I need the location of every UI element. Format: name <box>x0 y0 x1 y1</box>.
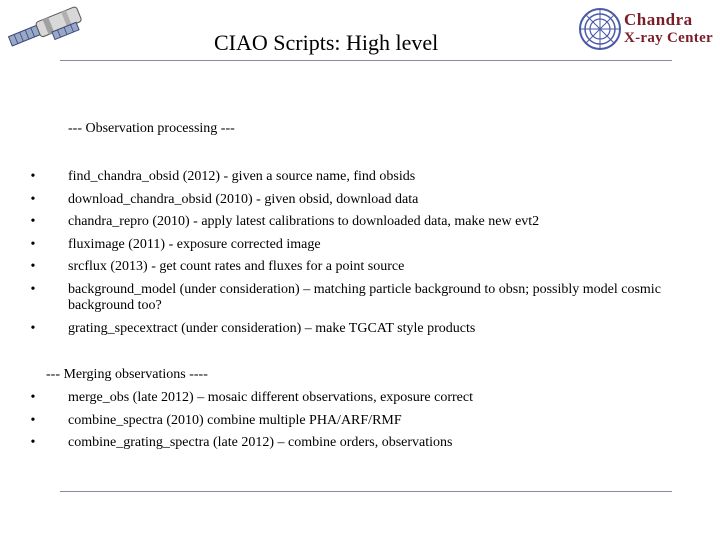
bullet-icon: • <box>30 412 36 428</box>
chandra-logo-mark-icon <box>578 7 622 51</box>
observation-processing-list <box>28 169 688 341</box>
bullet-icon: • <box>30 281 36 297</box>
section-heading-observation-processing: --- Observation processing --- <box>68 121 235 136</box>
section-heading-merging-observations: --- Merging observations ---- <box>46 367 208 382</box>
bullet-icon: • <box>30 259 36 274</box>
list-item: • srcflux (2013) - get count rates and fluxes for a point source <box>28 259 688 282</box>
list-item: • background_model (under consideration) – matching particle background to obsn; possibly model cosmic background too? <box>28 282 688 321</box>
list-item: • grating_specextract (under consideration) – make TGCAT style products <box>28 321 688 341</box>
bullet-icon: • <box>30 236 36 252</box>
footer-divider <box>60 491 672 492</box>
bullet-icon: • <box>30 435 36 450</box>
chandra-satellite-icon <box>6 4 86 52</box>
bullet-icon: • <box>30 191 36 207</box>
list-item: • merge_obs (late 2012) – mosaic different observations, exposure correct <box>28 390 688 413</box>
list-item: • chandra_repro (2010) - apply latest calibrations to downloaded data, make new evt2 <box>28 214 688 237</box>
logo-text-xray-center: X-ray Center <box>624 30 713 46</box>
list-item: • combine_grating_spectra (late 2012) – combine orders, observations <box>28 435 688 458</box>
merging-observations-list <box>28 390 688 458</box>
list-item: • combine_spectra (2010) combine multiple PHA/ARF/RMF <box>28 413 688 436</box>
bullet-icon: • <box>30 390 36 405</box>
chandra-xray-center-logo <box>575 4 717 56</box>
title-divider <box>60 60 672 61</box>
list-item: • download_chandra_obsid (2010) - given obsid, download data <box>28 192 688 215</box>
list-item: • find_chandra_obsid (2012) - given a source name, find obsids <box>28 169 688 192</box>
bullet-icon: • <box>30 214 36 229</box>
logo-text-chandra: Chandra <box>624 10 693 29</box>
slide-title: CIAO Scripts: High level <box>214 30 439 55</box>
bullet-icon: • <box>30 320 36 336</box>
bullet-icon: • <box>30 169 36 184</box>
list-item: • fluximage (2011) - exposure corrected image <box>28 237 688 260</box>
